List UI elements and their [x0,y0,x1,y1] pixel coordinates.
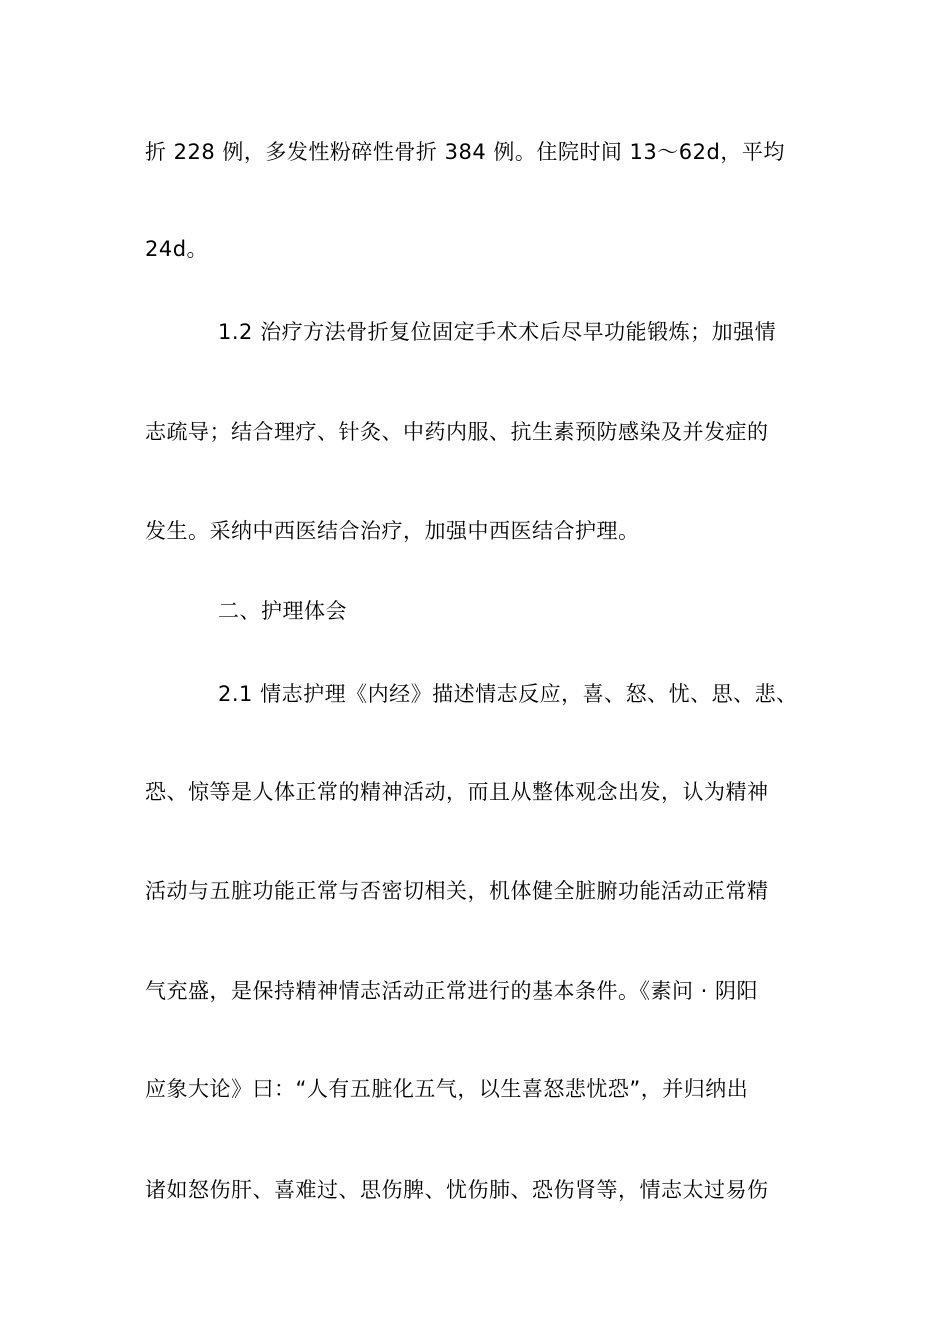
text-line: 发生。采纳中西医结合治疗，加强中西医结合护理。 [145,519,640,543]
paragraph-start-line: 2.1 情志护理《内经》描述情志反应，喜、怒、忧、思、悲、 [218,682,798,706]
text-line: 气充盛，是保持精神情志活动正常进行的基本条件。《素问 · 阴阳 [145,979,759,1003]
paragraph-start-line: 1.2 治疗方法骨折复位固定手术术后尽早功能锻炼；加强情 [218,320,777,344]
text-line: 志疏导；结合理疗、针灸、中药内服、抗生素预防感染及并发症的 [145,420,769,444]
text-line: 24d。 [145,237,209,261]
text-line: 折 228 例，多发性粉碎性骨折 384 例。住院时间 13～62d，平均 [145,140,785,164]
section-heading: 二、护理体会 [218,599,347,623]
text-line: 恐、惊等是人体正常的精神活动，而且从整体观念出发，认为精神 [145,780,769,804]
text-line: 活动与五脏功能正常与否密切相关，机体健全脏腑功能活动正常精 [145,879,769,903]
text-line: 诸如怒伤肝、喜难过、思伤脾、忧伤肺、恐伤肾等，情志太过易伤 [145,1178,769,1202]
text-line: 应象大论》曰：“人有五脏化五气，以生喜怒悲忧恐”，并归纳出 [145,1077,749,1101]
